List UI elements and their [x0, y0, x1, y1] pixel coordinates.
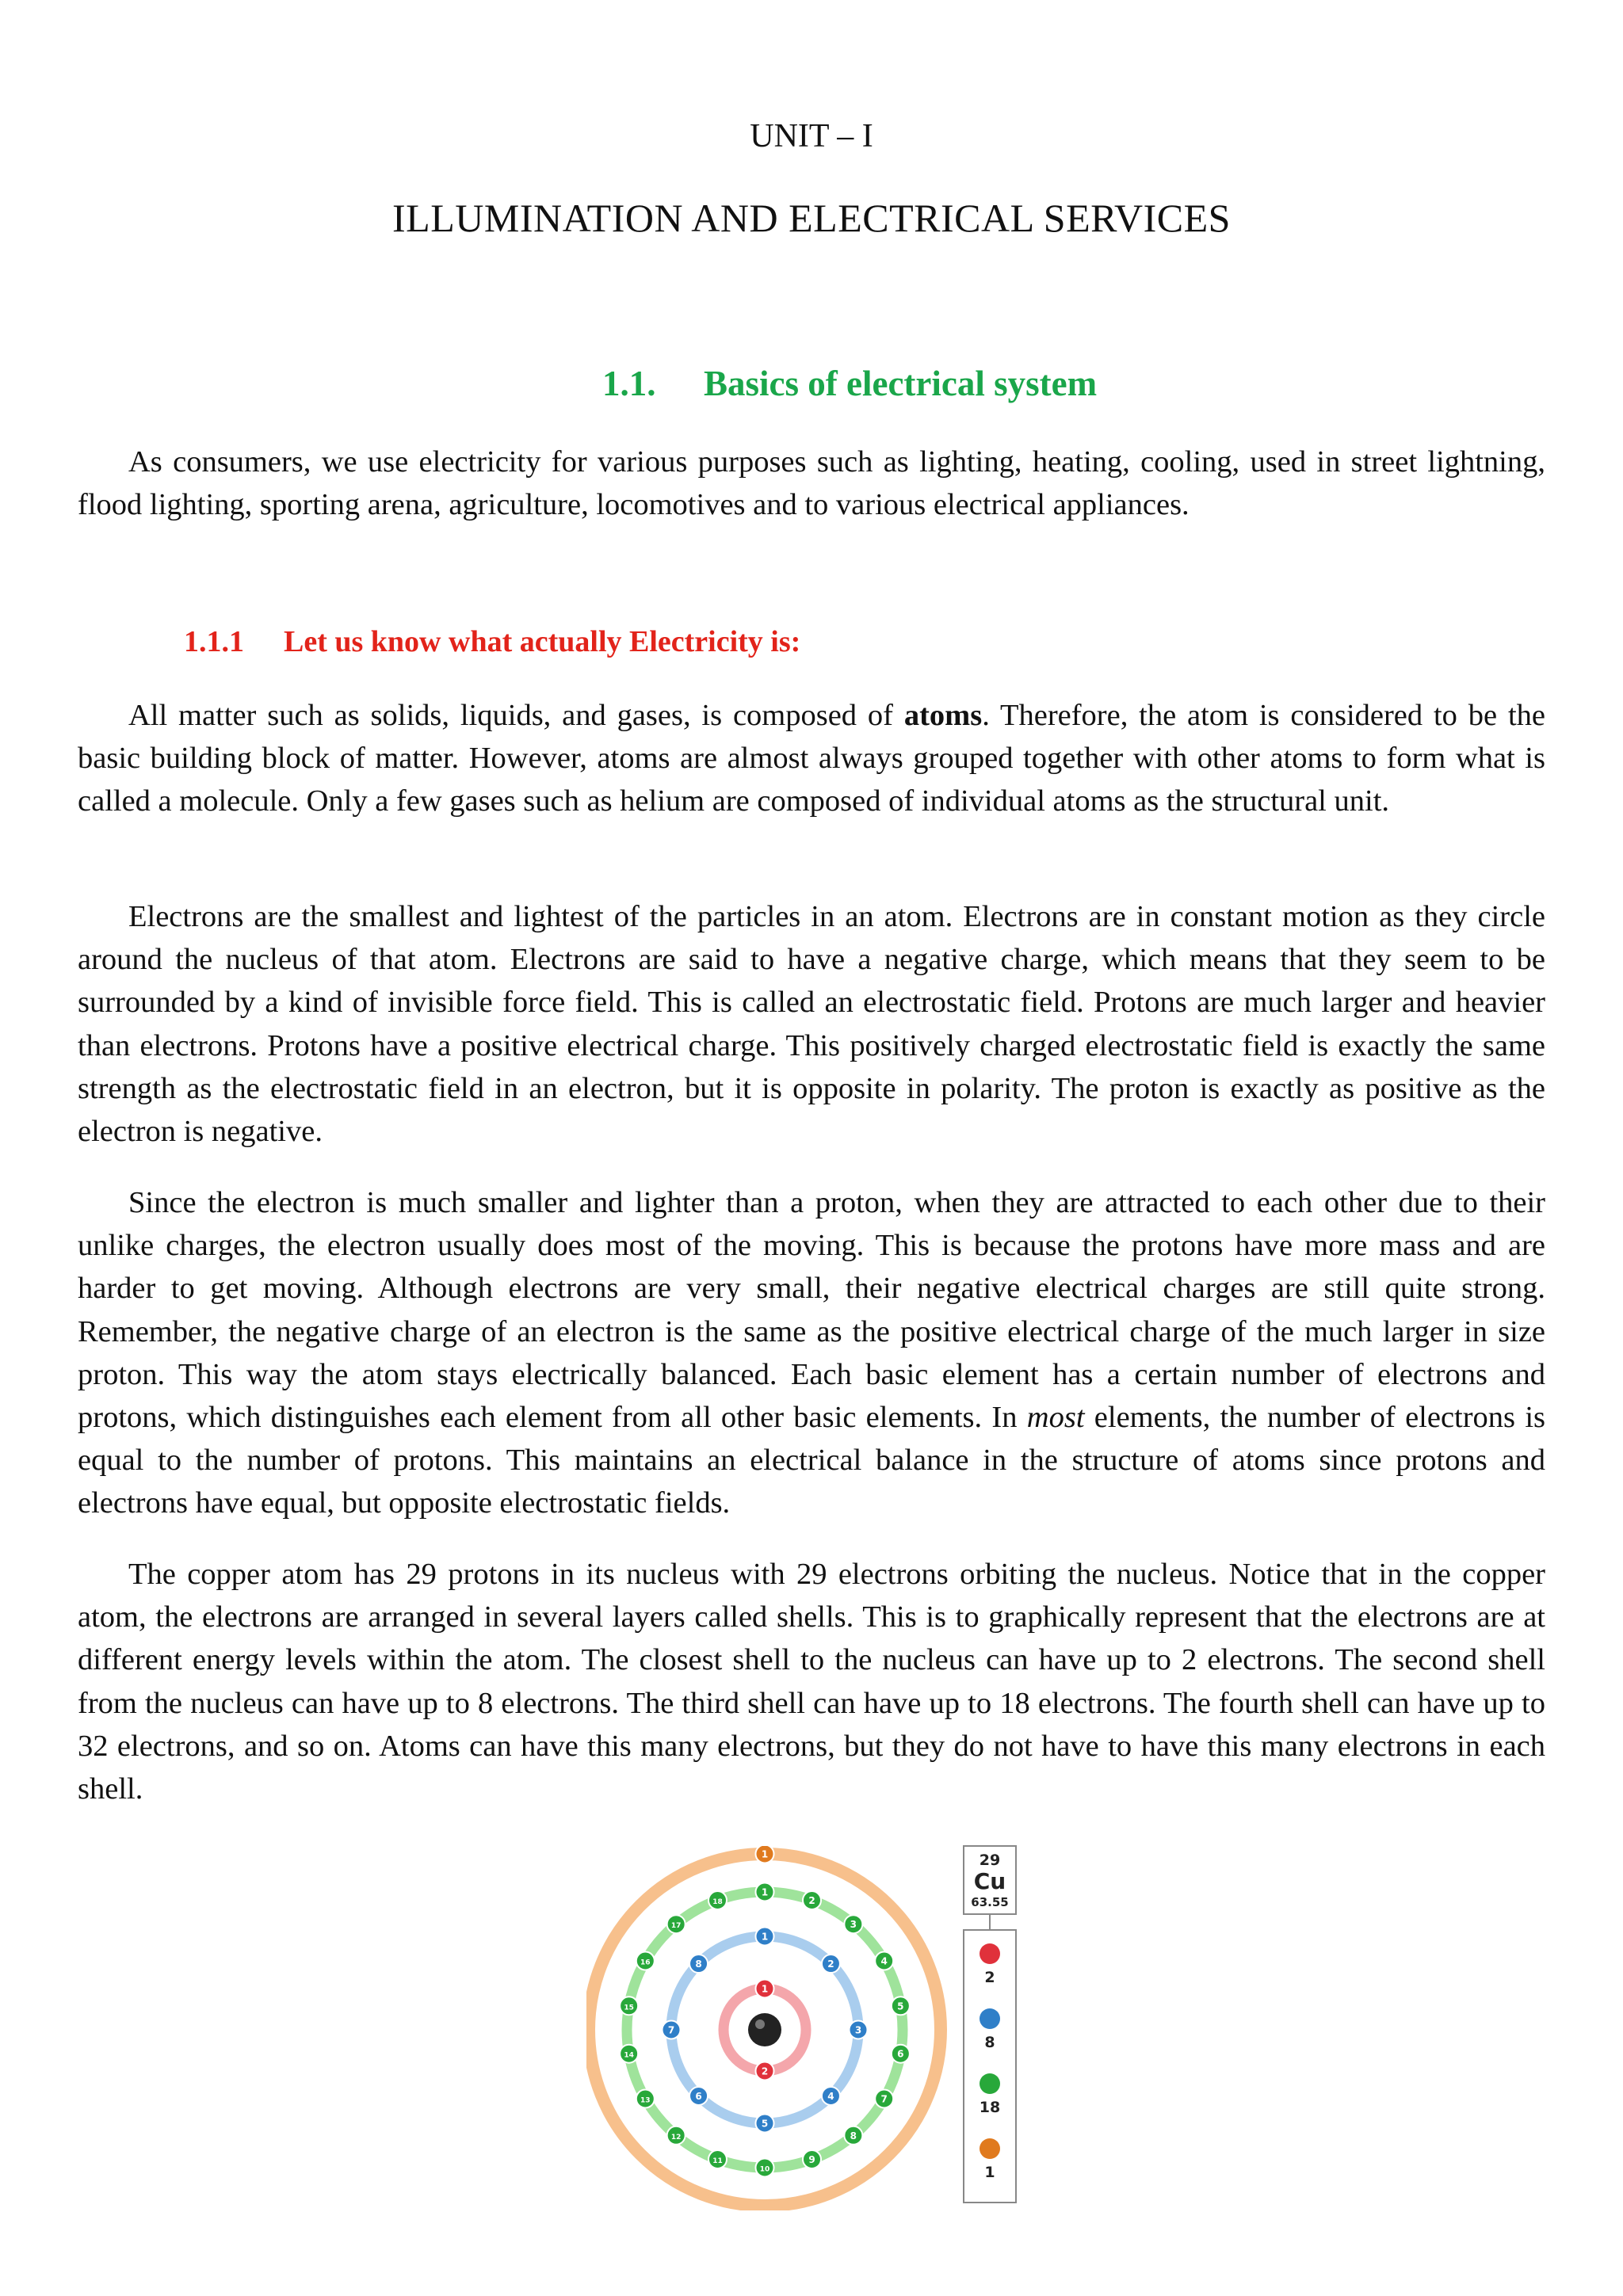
- electron-label-shell3-9: 9: [808, 2154, 815, 2166]
- nucleus: [748, 2013, 781, 2046]
- copper-element-legend: [962, 1844, 1018, 2205]
- electron-label-shell3-3: 3: [850, 1919, 857, 1931]
- paragraph-electrons: Electrons are the smallest and lightest of the particles in an atom. Electrons are in constant motion as they circle around the nucleus of that atom. Electrons are said to have a negative charge, which means that they seem to be surrounded by a kind of invisible force field. This is called an electrostatic field. Protons are much larger and heavier than electrons. Protons have a positive electrical charge. This positively charged electrostatic field is exactly the same strength as the electrostatic field in an electron, but it is opposite in polarity. The proton is exactly as positive as the electron is negative.: [78, 900, 1545, 1149]
- atomic-number: 29: [979, 1852, 1001, 1869]
- electron-label-shell2-2: 2: [827, 1958, 834, 1970]
- paragraph-consumers: As consumers, we use electricity for various purposes such as lighting, heating, cooling, used in street lightning, flood lighting, sporting arena, agriculture, locomotives and to various electrical appliances.: [78, 445, 1545, 522]
- subsection-number: 1.1.1: [184, 625, 244, 658]
- section-heading: [602, 363, 1316, 404]
- legend-electron-3: [980, 2073, 1000, 2094]
- paragraph-balance: [78, 1181, 1545, 1525]
- electron-label-shell2-8: 8: [695, 1958, 702, 1970]
- electron-label-shell1-1: 1: [761, 1983, 769, 1995]
- electron-label-shell3-6: 6: [897, 2048, 904, 2060]
- electron-label-shell2-7: 7: [667, 2024, 675, 2036]
- electron-label-shell3-11: 11: [712, 2157, 723, 2166]
- legend-electron-4: [980, 2138, 1000, 2159]
- electron-label-shell3-14: 14: [624, 2051, 634, 2060]
- electron-label-shell3-8: 8: [850, 2130, 857, 2142]
- legend-count-2: 8: [984, 2034, 995, 2051]
- legend-electron-2: [980, 2008, 1000, 2029]
- electron-label-shell2-6: 6: [695, 2090, 702, 2102]
- electron-label-shell3-5: 5: [897, 2000, 904, 2012]
- electron-label-shell1-2: 2: [761, 2065, 769, 2077]
- legend-count-1: 2: [984, 1969, 995, 1986]
- nucleus-highlight: [755, 2019, 765, 2029]
- electron-label-shell2-3: 3: [854, 2024, 862, 2036]
- electron-label-shell2-5: 5: [761, 2118, 769, 2130]
- legend-count-3: 18: [979, 2099, 1001, 2116]
- electron-label-shell2-1: 1: [761, 1931, 769, 1943]
- section-title: Basics of electrical system: [704, 364, 1098, 403]
- electron-label-shell3-2: 2: [808, 1894, 815, 1906]
- paragraph-balance-italic: most: [1026, 1401, 1085, 1435]
- subsection-heading: [184, 624, 800, 659]
- paragraph-atoms-bold: atoms: [903, 699, 983, 732]
- legend-count-4: 1: [984, 2164, 995, 2181]
- subsection-title: Let us know what actually Electricity is:: [284, 625, 801, 658]
- electron-label-shell3-7: 7: [880, 2093, 888, 2105]
- paragraph-balance-text-2: elements, the number of electrons is equal to the number of protons. This maintains an electrical balance in the structure of atoms since protons and electrons have equal, but opposite electrostatic fields.: [78, 1401, 1545, 1520]
- electron-label-shell3-17: 17: [670, 1922, 682, 1931]
- electron-label-shell3-13: 13: [640, 2096, 651, 2105]
- electron-label-shell3-16: 16: [640, 1958, 651, 1967]
- paragraph-atoms: [78, 694, 1545, 823]
- element-symbol: Cu: [973, 1868, 1006, 1894]
- electron-label-shell3-12: 12: [670, 2133, 682, 2142]
- electron-label-shell3-15: 15: [624, 2004, 634, 2012]
- electron-label-shell3-10: 10: [759, 2165, 770, 2174]
- electron-label-shell3-18: 18: [712, 1897, 723, 1906]
- electron-label-shell3-1: 1: [761, 1886, 769, 1898]
- paragraph-atoms-text-1: All matter such as solids, liquids, and gases, is composed of: [128, 699, 904, 732]
- paragraph-balance-text-1: Since the electron is much smaller and lighter than a proton, when they are attracted to each other due to their unlike charges, the electron usually does most of the moving. This is because the protons have more mass and are harder to get moving. Although electrons are very small, their negative electrical charges are still quite strong. Remember, the negative charge of an electron is the same as the positive electrical charge of the much larger in size proton. This way the atom stays electrically balanced. Each basic element has a certain number of electrons and protons, which distinguishes each element from all other basic elements. In: [78, 1186, 1545, 1435]
- legend-electron-1: [980, 1943, 1000, 1964]
- unit-heading: UNIT – I: [750, 118, 873, 154]
- paragraph-copper: The copper atom has 29 protons in its nucleus with 29 electrons orbiting the nucleus. Notice that in the copper atom, the electrons are arranged in several layers called shells. This is to graphically represent that the electrons are at different energy levels within the atom. The closest shell to the nucleus can have up to 2 electrons. The second shell from the nucleus can have up to 8 electrons. The third shell can have up to 18 electrons. The fourth shell can have up to 32 electrons, and so on. Atoms can have this many electrons, but they do not have to have this many electrons in each shell.: [78, 1558, 1545, 1806]
- electron-label-shell2-4: 4: [827, 2090, 834, 2102]
- section-number: 1.1.: [602, 364, 656, 403]
- atomic-mass: 63.55: [971, 1895, 1009, 1909]
- chapter-title: ILLUMINATION AND ELECTRICAL SERVICES: [392, 196, 1231, 240]
- paragraph-atoms-text-2: . Therefore, the atom is considered to be the basic building block of matter. However, atoms are almost always grouped together with other atoms to form what is called a molecule. Only a few gases such as helium are composed of individual atoms as the structural unit.: [78, 699, 1545, 818]
- electron-label-shell3-4: 4: [880, 1955, 888, 1967]
- electron-label-shell4-1: 1: [761, 1848, 769, 1860]
